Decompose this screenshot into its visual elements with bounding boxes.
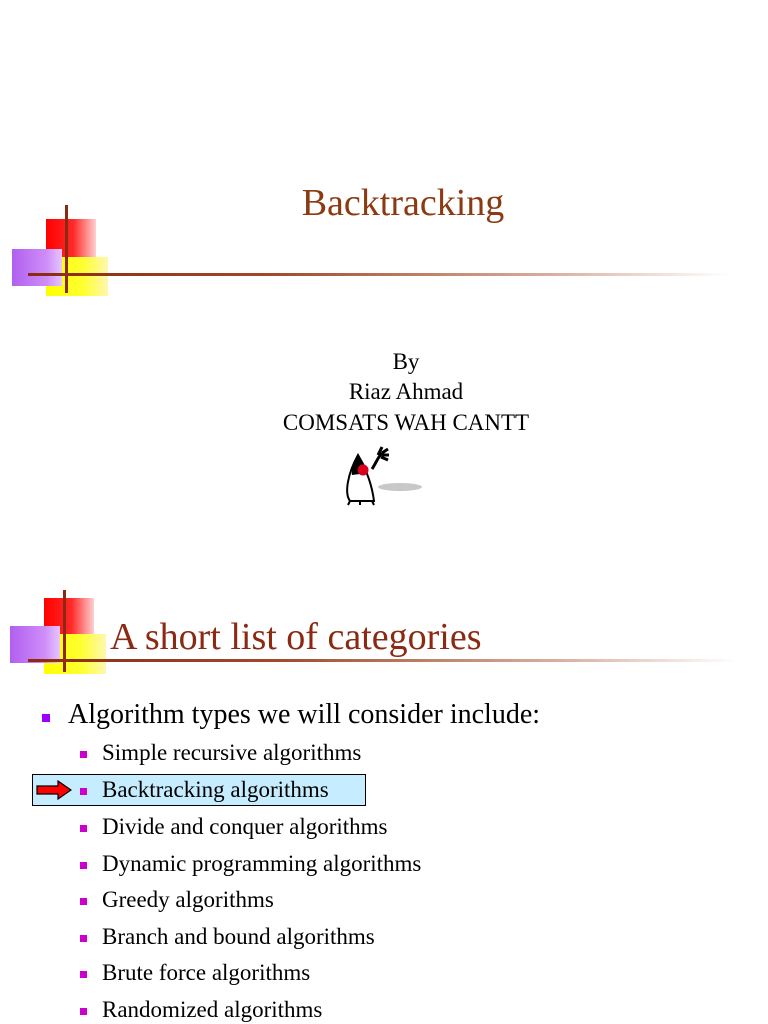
institution-name: COMSATS WAH CANTT [282, 410, 530, 435]
purple-square [10, 626, 60, 663]
horizontal-accent-line [28, 273, 728, 276]
bullet-marker [80, 935, 87, 942]
list-item: Divide and conquer algorithms [102, 814, 388, 839]
corner-decoration [0, 0, 768, 300]
author-name: Riaz Ahmad [348, 379, 464, 404]
bullet-marker [42, 714, 50, 722]
by-label: By [392, 349, 420, 374]
duke-mascot-icon [338, 443, 428, 509]
list-item: Simple recursive algorithms [102, 740, 362, 765]
slide-title-text: Backtracking [301, 182, 505, 224]
list-item: Branch and bound algorithms [102, 924, 375, 949]
slide-heading: A short list of categories [110, 616, 482, 658]
bullet-marker [80, 1008, 87, 1015]
list-item: Brute force algorithms [102, 960, 311, 985]
red-arrow-icon [36, 780, 72, 800]
bullet-marker [80, 788, 87, 795]
bullet-marker [80, 862, 87, 869]
list-item: Randomized algorithms [102, 997, 323, 1022]
bullet-marker [80, 825, 87, 832]
bullet-marker [80, 971, 87, 978]
bullet-marker [80, 751, 87, 758]
bullet-main-text: Algorithm types we will consider include: [68, 699, 541, 730]
vertical-accent-line [65, 205, 68, 293]
list-item: Dynamic programming algorithms [102, 851, 422, 876]
purple-square [12, 249, 62, 286]
list-item: Greedy algorithms [102, 887, 274, 912]
list-item-highlighted: Backtracking algorithms [102, 777, 329, 802]
slide-categories [0, 560, 768, 1024]
bullet-marker [80, 898, 87, 905]
